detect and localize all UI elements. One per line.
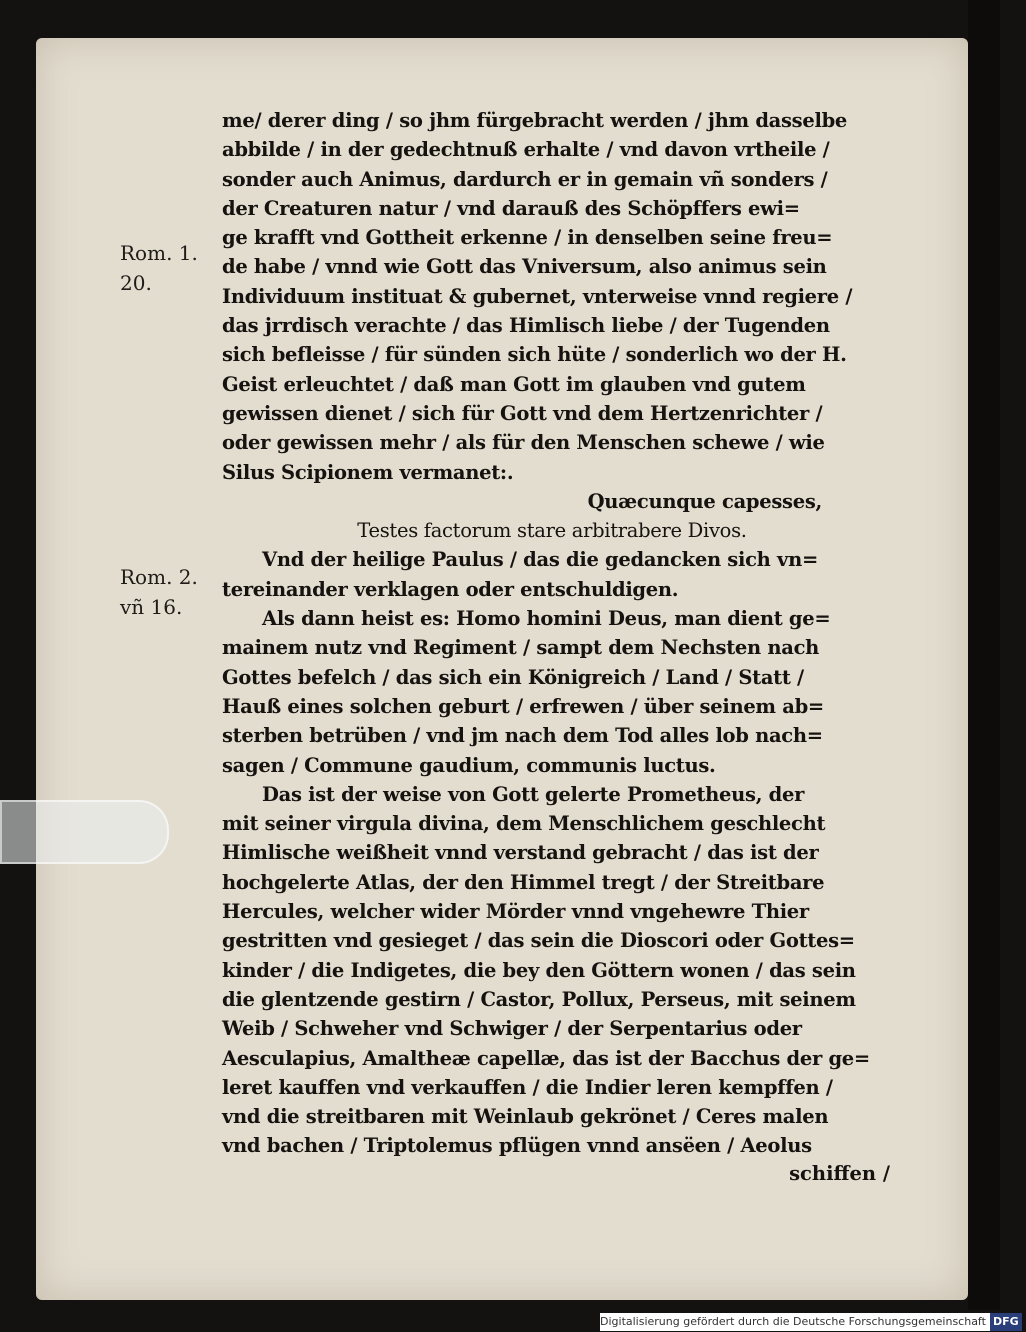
text-line: Gottes befelch / das sich ein Königreich / Land / Statt / xyxy=(222,665,804,689)
text-line: hochgelerte Atlas, der den Himmel tregt / der Streitbare xyxy=(222,870,825,894)
text-line: me/ derer ding / so jhm fürgebracht werden / jhm dasselbe xyxy=(222,109,848,132)
page-clip xyxy=(0,800,169,864)
text-line: abbilde / in der gedechtnuß erhalte / vnd davon vrtheile / xyxy=(222,138,830,162)
text-line: Vnd der heilige Paulus / das die gedancken sich vn= xyxy=(262,548,818,572)
margin-note-line: Rom. 1. xyxy=(120,241,198,265)
footer-text: Digitalisierung gefördert durch die Deutsche Forschungsgemeinschaft xyxy=(600,1315,986,1328)
text-line: Hauß eines solchen geburt / erfrewen / über seinem ab= xyxy=(222,694,824,718)
book-edge xyxy=(968,0,1000,1310)
quote-line: Quæcunque capesses, xyxy=(587,489,822,513)
text-line: sonder auch Animus, dardurch er in gemain vñ sonders / xyxy=(222,167,828,191)
margin-note-line: Rom. 2. xyxy=(120,565,198,589)
text-line: das jrrdisch verachte / das Himlisch liebe / der Tugenden xyxy=(222,314,830,338)
body-text xyxy=(222,106,882,1161)
text-line: Silus Scipionem vermanet:. xyxy=(222,460,514,484)
text-line: der Creaturen natur / vnd darauß des Schöpffers ewi= xyxy=(222,196,800,220)
text-line: gewissen dienet / sich für Gott vnd dem Hertzenrichter / xyxy=(222,401,823,425)
text-line: leret kauffen vnd verkauffen / die Indier leren kempffen / xyxy=(222,1075,833,1099)
text-line: Himlische weißheit vnnd verstand gebracht / das ist der xyxy=(222,841,819,865)
text-line: Hercules, welcher wider Mörder vnnd vngehewre Thier xyxy=(222,900,809,924)
text-line: tereinander verklagen oder entschuldigen. xyxy=(222,577,679,601)
text-line: sterben betrüben / vnd jm nach dem Tod alles lob nach= xyxy=(222,724,823,748)
text-line: Individuum instituat & gubernet, vnterweise vnnd regiere / xyxy=(222,284,853,308)
text-line: sagen / Commune gaudium, communis luctus. xyxy=(222,753,716,777)
text-line: Weib / Schweher vnd Schwiger / der Serpentarius oder xyxy=(222,1017,802,1041)
text-line: gestritten vnd gesieget / das sein die Dioscori oder Gottes= xyxy=(222,929,855,953)
text-line: oder gewissen mehr / als für den Menschen schewe / wie xyxy=(222,431,825,455)
text-line: Das ist der weise von Gott gelerte Prometheus, der xyxy=(262,782,805,806)
margin-note-line: vñ 16. xyxy=(120,595,183,619)
text-line: mit seiner virgula divina, dem Menschlichem geschlecht xyxy=(222,812,826,836)
text-line: vnd die streitbaren mit Weinlaub gekrönet / Ceres malen xyxy=(222,1105,829,1129)
text-line: die glentzende gestirn / Castor, Pollux, Perseus, mit seinem xyxy=(222,987,856,1011)
text-line: mainem nutz vnd Regiment / sampt dem Nechsten nach xyxy=(222,636,820,660)
dfg-logo[interactable]: DFG xyxy=(990,1313,1022,1331)
margin-note-rom-1 xyxy=(120,238,210,298)
footer-credit xyxy=(600,1313,1019,1331)
text-line: de habe / vnnd wie Gott das Vniversum, also animus sein xyxy=(222,255,827,279)
text-line: ge krafft vnd Gottheit erkenne / in denselben seine freu= xyxy=(222,226,833,250)
text-line: kinder / die Indigetes, die bey den Göttern wonen / das sein xyxy=(222,958,856,982)
text-line: Geist erleuchtet / daß man Gott im glauben vnd gutem xyxy=(222,372,806,396)
text-line: Als dann heist es: Homo homini Deus, man dient ge= xyxy=(262,607,831,631)
catchword: schiffen / xyxy=(789,1162,890,1185)
text-line: sich befleisse / für sünden sich hüte / sonderlich wo der H. xyxy=(222,343,847,367)
text-line: vnd bachen / Triptolemus pflügen vnnd ansëen / Aeolus xyxy=(222,1134,812,1158)
quote-line: Testes factorum stare arbitrabere Divos. xyxy=(357,519,747,543)
margin-note-line: 20. xyxy=(120,271,152,295)
text-line: Aesculapius, Amaltheæ capellæ, das ist der Bacchus der ge= xyxy=(222,1046,870,1070)
margin-note-rom-2 xyxy=(120,562,210,622)
